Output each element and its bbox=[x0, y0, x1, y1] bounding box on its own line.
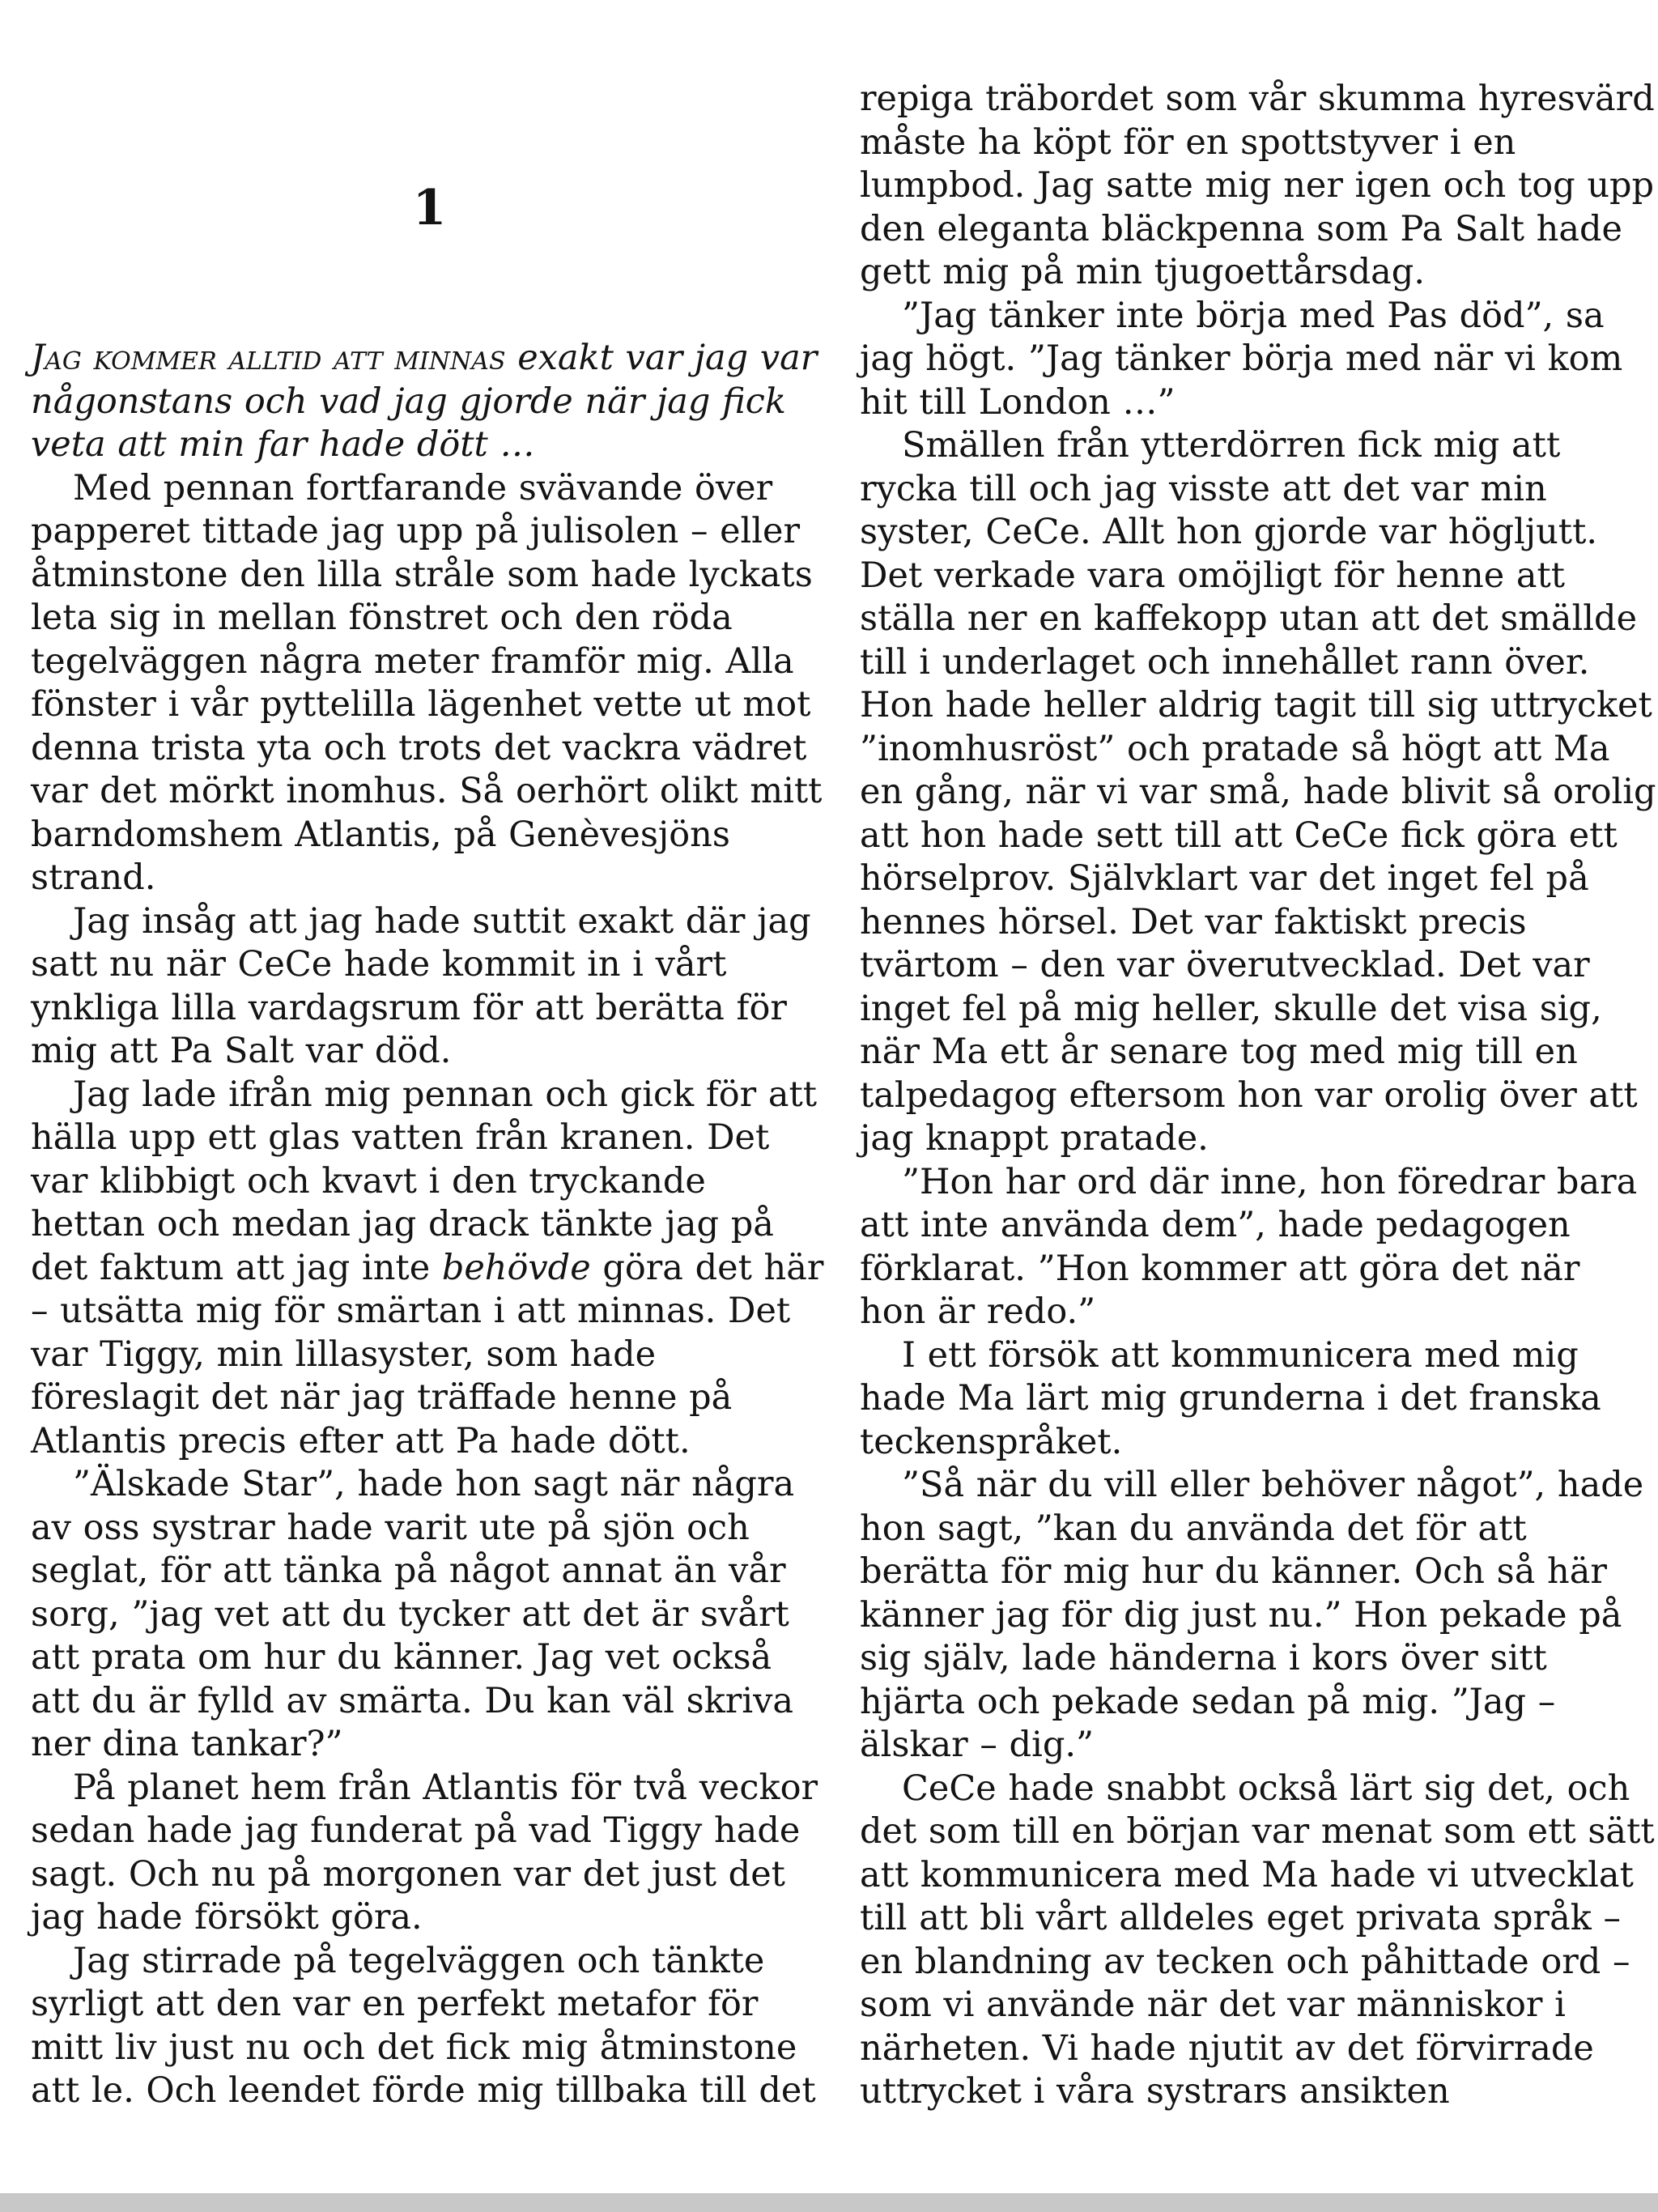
paragraph: ”Så när du vill eller behöver något”, hade hon sagt, ”kan du använda det för att berätta för mig hur du känner. Och så här känner jag för dig just nu.” Hon pekade på sig själv, lade händerna i kors över sitt hjärta och pekade sedan på mig. ”Jag – älskar – dig.” bbox=[860, 1465, 1644, 1765]
paragraph: I ett försök att kommunicera med mig hade Ma lärt mig grunderna i det franska teckenspråket. bbox=[860, 1334, 1601, 1462]
paragraph-text: Jag lade ifrån mig pennan och gick för att hälla upp ett glas vatten från kranen. Det var klibbigt och kvavt i den tryckande hettan och medan jag drack tänkte jag på det faktum att jag inte bbox=[31, 1074, 818, 1288]
paragraph: Jag stirrade på tegelväggen och tänkte syrligt att den var en perfekt metafor för mitt liv just nu och det fick mig åtminstone att le. Och leendet förde mig tillbaka till det bbox=[31, 1940, 816, 2111]
paragraph: CeCe hade snabbt också lärt sig det, och det som till en början var menat som ett sätt att kommunicera med Ma hade vi utvecklat till att bli vårt alldeles eget privata språk – en blandning av tecken och påhittade ord – som vi använde när det var människor i närheten. Vi hade njutit av det förvirrade uttrycket i våra systrars ansikten bbox=[860, 1767, 1655, 2112]
emphasis-text: behövde bbox=[441, 1247, 591, 1288]
paragraph: ”Jag tänker inte börja med Pas död”, sa jag högt. ”Jag tänker börja med när vi kom hit till London …” bbox=[860, 295, 1623, 423]
paragraph: ”Älskade Star”, hade hon sagt när några av oss systrar hade varit ute på sjön och seglat, för att tänka på något annat än vår sorg, ”jag vet att du tycker att det är svårt att prata om hur du känner. Jag vet också att du är fylld av smärta. Du kan väl skriva ner dina tankar?” bbox=[31, 1464, 795, 1764]
paragraph bbox=[31, 1074, 828, 1464]
opening-paragraph bbox=[31, 337, 828, 467]
chapter-number: 1 bbox=[412, 180, 447, 236]
paragraph: Smällen från ytterdörren fick mig att rycka till och jag visste att det var min syster, CeCe. Allt hon gjorde var högljutt. Det verkade vara omöjligt för henne att ställa ner en kaffekopp utan att det smällde till i underlaget och innehållet rann över. Hon hade heller aldrig tagit till sig uttrycket ”inomhusröst” och pratade så högt att Ma en gång, när vi var små, hade blivit så orolig att hon hade sett till att CeCe fick göra ett hörselprov. Självklart var det inget fel på hennes hörsel. Det var faktiskt precis tvärtom – den var överutvecklad. Det var inget fel på mig heller, skulle det visa sig, när Ma ett år senare tog med mig till en talpedagog eftersom hon var orolig över att jag knappt pratade. bbox=[860, 425, 1656, 1159]
opening-italic-text: exakt var jag var någonstans och vad jag gjorde när jag fick veta att min far hade dött … bbox=[31, 338, 818, 465]
paragraph: Med pennan fortfarande svävande över papperet tittade jag upp på julisolen – eller åtminstone den lilla stråle som hade lyckats leta sig in mellan fönstret och den röda tegelväggen några meter framför mig. Alla fönster i vår pyttelilla lägenhet vette ut mot denna trista yta och trots det vackra vädret var det mörkt inomhus. Så oerhört olikt mitt barndomshem Atlantis, på Genèvesjöns strand. bbox=[31, 467, 823, 898]
paragraph: Jag insåg att jag hade suttit exakt där jag satt nu när CeCe hade kommit in i vårt ynkliga lilla vardagsrum för att berätta för mig att Pa Salt var död. bbox=[31, 900, 811, 1071]
paragraph-text: göra det här – utsätta mig för smärtan i att minnas. Det var Tiggy, min lillasyster, som hade föreslagit det när jag träffade henne på Atlantis precis efter att Pa hade dött. bbox=[31, 1247, 824, 1461]
opening-small-caps: Jag kommer alltid att minnas bbox=[31, 338, 506, 378]
paragraph: På planet hem från Atlantis för två veckor sedan hade jag funderat på vad Tiggy hade sagt. Och nu på morgonen var det just det jag hade försökt göra. bbox=[31, 1767, 818, 1938]
paragraph: ”Hon har ord där inne, hon föredrar bara att inte använda dem”, hade pedagogen förklarat. ”Hon kommer att göra det när hon är redo.” bbox=[860, 1161, 1638, 1332]
right-column-body bbox=[860, 78, 1657, 2114]
continuation-paragraph: repiga träbordet som vår skumma hyresvärd måste ha köpt för en spottstyver i en lumpbod. Jag satte mig ner igen och tog upp den eleganta bläckpenna som Pa Salt hade gett mig på min tjugoettårsdag. bbox=[860, 79, 1655, 292]
bottom-scrollbar[interactable] bbox=[0, 2193, 1658, 2212]
left-column-body bbox=[31, 337, 828, 2113]
